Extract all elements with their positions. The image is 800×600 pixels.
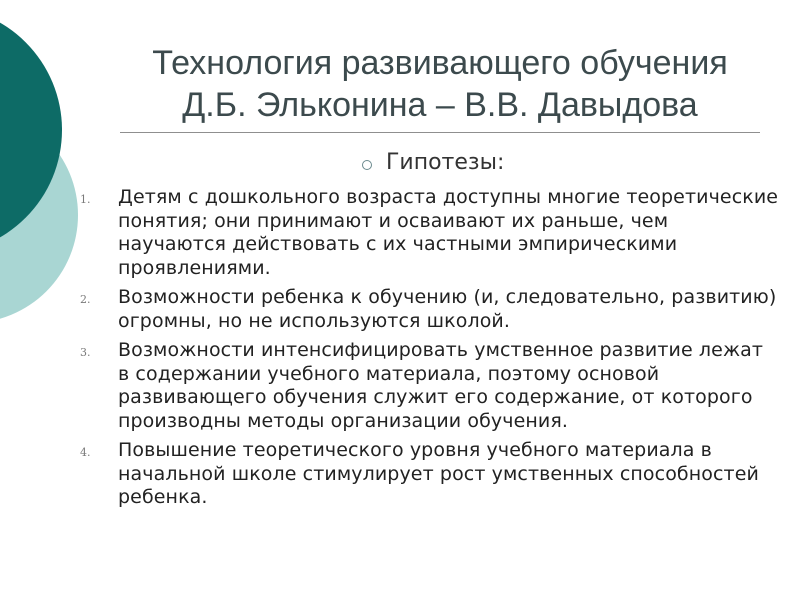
- title-divider: [120, 132, 760, 133]
- list-item-number: 1.: [80, 193, 91, 206]
- list-item-number: 4.: [80, 446, 91, 459]
- list-item: [80, 439, 780, 510]
- subheading: [362, 150, 504, 175]
- light-teal-circle: [0, 107, 78, 323]
- list-item-text: Детям с дошкольного возраста доступны многие теоретические понятия; они принимают и осваивают их раньше, чем научаются действовать с их частными эмпирическими проявлениями.: [118, 186, 779, 279]
- list-item: [80, 286, 780, 333]
- list-item-number: 3.: [80, 346, 91, 359]
- hypotheses-list: [80, 186, 780, 516]
- subheading-text: Гипотезы:: [386, 150, 505, 175]
- title-line-1: Технология развивающего обучения: [152, 44, 728, 82]
- dark-teal-circle: [0, 6, 62, 254]
- title-line-2: Д.Б. Эльконина – В.В. Давыдова: [182, 86, 698, 124]
- list-item-text: Повышение теоретического уровня учебного материала в начальной школе стимулирует рост умственных способностей ребенка.: [118, 439, 759, 508]
- slide-title: [120, 42, 760, 126]
- list-item-number: 2.: [80, 293, 91, 306]
- list-item-text: Возможности ребенка к обучению (и, следовательно, развитию) огромны, но не используются школой.: [118, 286, 777, 332]
- list-item: [80, 186, 780, 280]
- list-item-text: Возможности интенсифицировать умственное развитие лежат в содержании учебного материала, поэтому основой развивающего обучения служит его содержание, от которого производны методы организации обучения.: [118, 339, 764, 432]
- circle-bullet-icon: [362, 160, 372, 170]
- list-item: [80, 339, 780, 433]
